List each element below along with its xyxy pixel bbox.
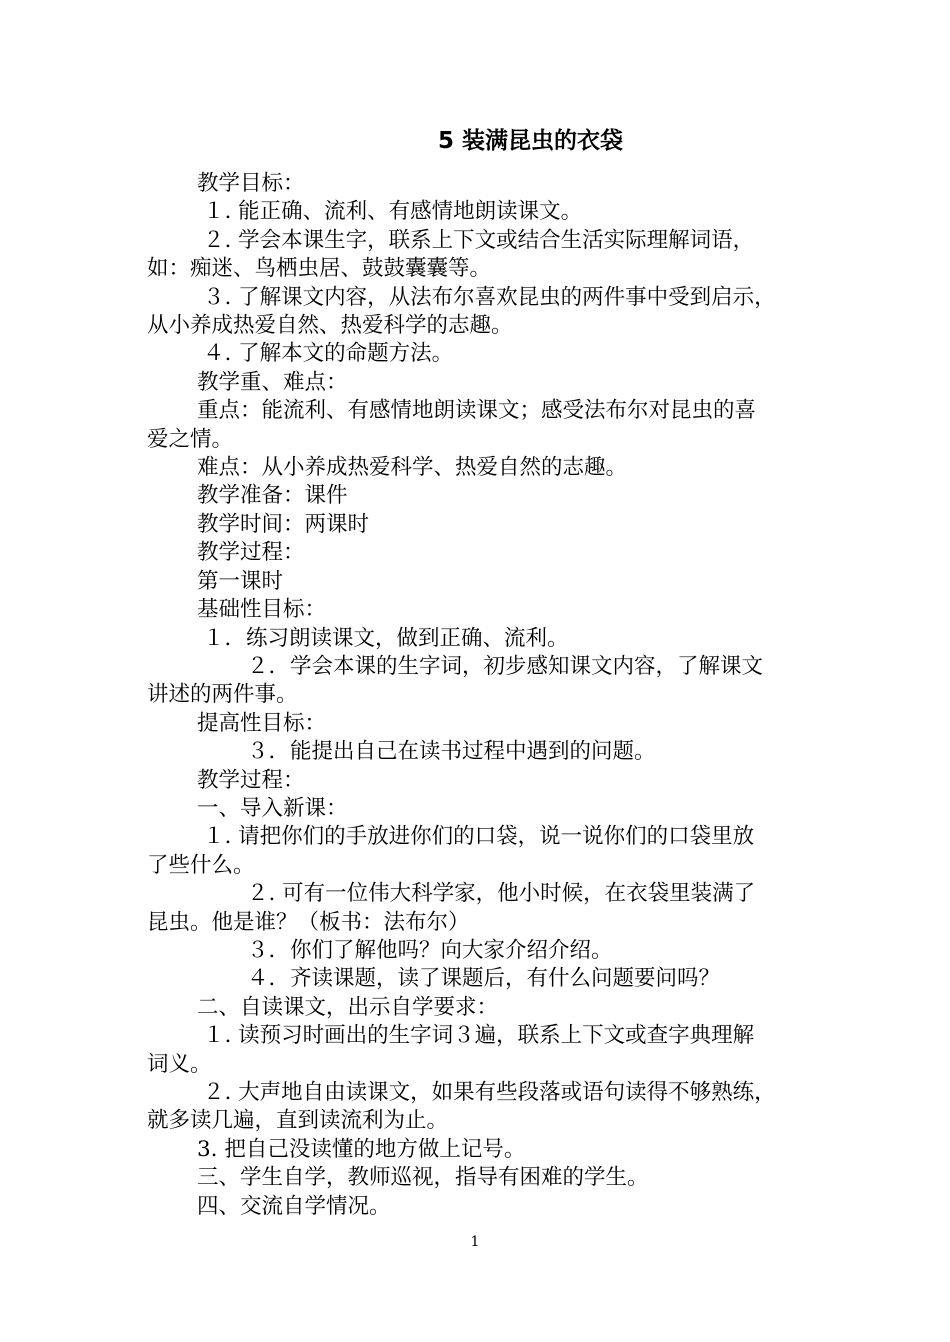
page-number: 1 [470,1234,480,1250]
text-line: ２. 学会本课生字，联系上下文或结合生活实际理解词语， [203,227,755,253]
text-line: １．练习朗读课文，做到正确、流利。 [203,625,569,651]
text-line: １. 读预习时画出的生字词３遍，联系上下文或查字典理解 [203,1023,755,1049]
text-line: 教学准备：课件 [197,483,348,509]
text-line: ２．学会本课的生字词，初步感知课文内容，了解课文 [247,653,764,679]
text-line: 提高性目标： [197,710,327,736]
text-line: ４. 了解本文的命题方法。 [203,341,454,367]
text-line: １. 请把你们的手放进你们的口袋，说一说你们的口袋里放 [203,824,755,850]
text-line: ２. 可有一位伟大科学家，他小时候，在衣袋里装满了 [247,881,756,907]
text-line: 从小养成热爱自然、热爱科学的志趣。 [147,313,513,339]
text-line: 如：痴迷、鸟栖虫居、鼓鼓囊囊等。 [147,256,492,282]
text-line: 难点：从小养成热爱科学、热爱自然的志趣。 [197,455,628,481]
text-line: 了些什么。 [147,852,255,878]
text-line: 3. 把自己没读懂的地方做上记号。 [197,1136,526,1162]
document-title: 5 装满昆虫的衣袋 [438,128,624,154]
document-body [147,170,859,1221]
text-line: 教学目标： [197,171,305,196]
text-line: ２. 大声地自由读课文，如果有些段落或语句读得不够熟练， [203,1080,776,1105]
text-line: ３. 了解课文内容，从法布尔喜欢昆虫的两件事中受到启示， [203,284,776,310]
text-line: 教学过程： [197,767,305,793]
text-line: 一、导入新课： [197,795,348,821]
text-line: 教学重、难点： [197,369,348,395]
text-line: 爱之情。 [147,426,234,452]
text-line: 四、交流自学情况。 [197,1193,391,1219]
text-line: 教学时间：两课时 [197,511,370,537]
text-line: 昆虫。他是谁？（板书：法布尔） [147,909,470,935]
text-line: 二、自读课文，出示自学要求： [197,994,499,1020]
text-line: 教学过程： [197,540,305,566]
text-line: 就多读几遍，直到读流利为止。 [147,1108,449,1134]
text-line: 重点：能流利、有感情地朗读课文；感受法布尔对昆虫的喜 [197,398,757,424]
text-line: １. 能正确、流利、有感情地朗读课文。 [203,199,583,225]
text-line: ４．齐读课题，读了课题后，有什么问题要问吗？ [247,966,721,992]
text-line: ３．能提出自己在读书过程中遇到的问题。 [247,739,656,765]
text-line: 词义。 [147,1051,212,1077]
text-line: 第一课时 [197,568,284,594]
text-line: ３．你们了解他吗？向大家介绍介绍。 [247,937,613,963]
text-line: 三、学生自学，教师巡视，指导有困难的学生。 [197,1165,649,1191]
text-line: 讲述的两件事。 [147,682,298,708]
text-line: 基础性目标： [197,597,327,623]
